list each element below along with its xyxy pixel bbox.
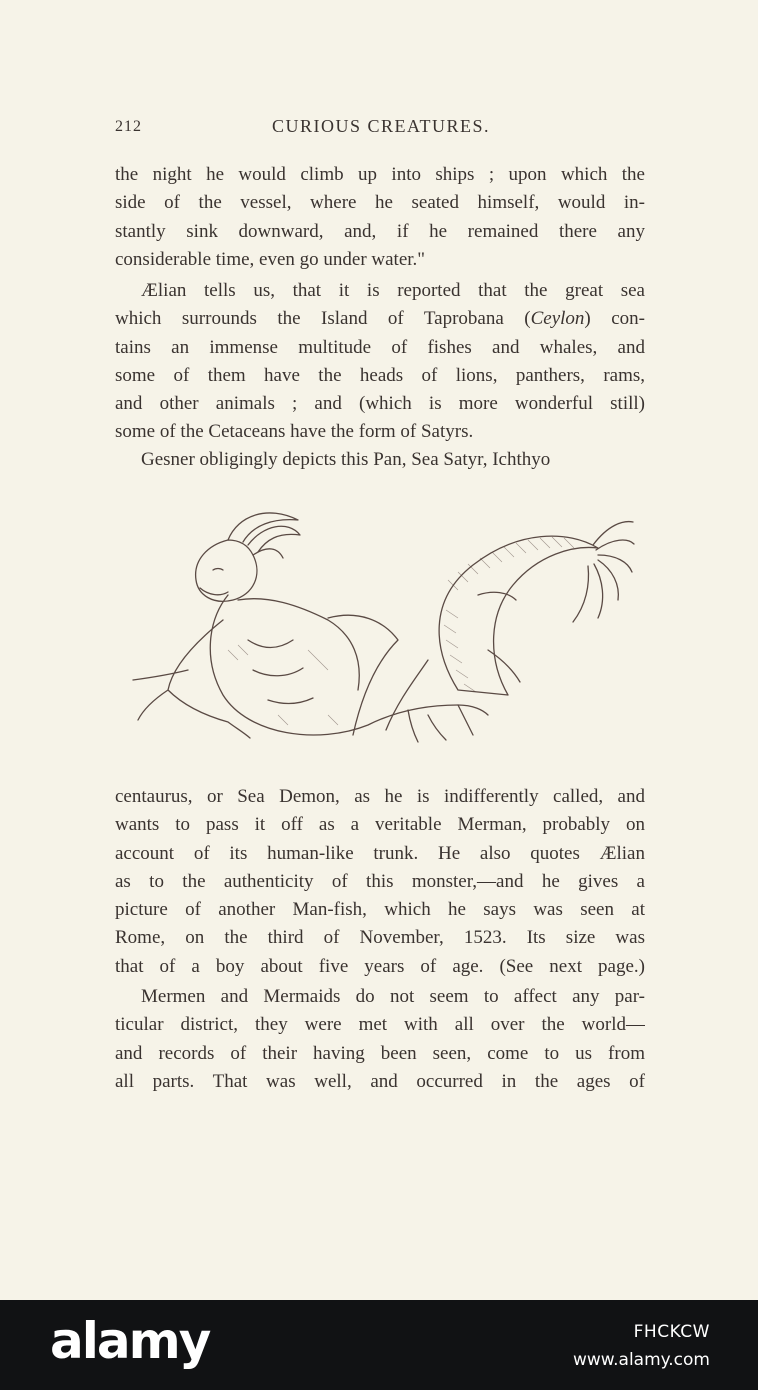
text-line: account of its human-like trunk. He also quotes Ælian: [115, 842, 645, 864]
text-line: picture of another Man-fish, which he says was seen at: [115, 899, 645, 921]
text-line: tains an immense multitude of fishes and whales, and: [115, 336, 645, 358]
text-line: that of a boy about five years of age. (See next page.): [115, 955, 645, 977]
text-line: ticular district, they were met with all over the world—: [115, 1014, 645, 1036]
sea-satyr-icon: [128, 500, 638, 755]
alamy-logo: alamy: [50, 1312, 210, 1370]
page-number: 212: [115, 118, 142, 135]
text-line: centaurus, or Sea Demon, as he is indifferently called, and: [115, 786, 645, 807]
text-line: Rome, on the third of November, 1523. Its size was: [115, 927, 645, 949]
image-code: FHCKCW: [633, 1322, 710, 1342]
text-line: Mermen and Mermaids do not seem to affect any par-: [141, 986, 645, 1007]
paragraph-gesner: [115, 446, 645, 474]
text-line: Ælian tells us, that it is reported that the great sea: [141, 280, 645, 301]
text-line: side of the vessel, where he seated himself, would in-: [115, 192, 645, 214]
paragraph-aelian: [115, 277, 645, 447]
running-header: [115, 116, 647, 144]
text-line: considerable time, even go under water.": [115, 248, 426, 270]
paragraph-centaurus: [115, 783, 645, 981]
paragraph-continued: [115, 161, 645, 274]
text-line: wants to pass it off as a veritable Merman, probably on: [115, 814, 645, 836]
paragraph-mermen: [115, 983, 645, 1096]
sea-satyr-illustration: [128, 500, 638, 755]
text-line: which surrounds the Island of Taprobana (Ceylon) con-: [115, 308, 645, 330]
watermark-footer: [0, 1300, 758, 1390]
text-line: stantly sink downward, and, if he remained there any: [115, 220, 645, 242]
text-line: the night he would climb up into ships ; upon which the: [115, 164, 645, 185]
watermark-url: www.alamy.com: [572, 1350, 710, 1370]
text-line: as to the authenticity of this monster,—and he gives a: [115, 870, 645, 892]
text-line: some of the Cetaceans have the form of Satyrs.: [115, 421, 474, 443]
text-line: all parts. That was well, and occurred in the ages of: [115, 1070, 645, 1092]
text-line: Gesner obligingly depicts this Pan, Sea Satyr, Ichthyo: [141, 449, 551, 470]
text-line: some of them have the heads of lions, panthers, rams,: [115, 364, 645, 386]
text-line: and other animals ; and (which is more wonderful still): [115, 393, 645, 415]
text-line: and records of their having been seen, come to us from: [115, 1042, 645, 1064]
italic-term: Ceylon: [530, 308, 585, 330]
running-title: CURIOUS CREATURES.: [271, 116, 491, 136]
